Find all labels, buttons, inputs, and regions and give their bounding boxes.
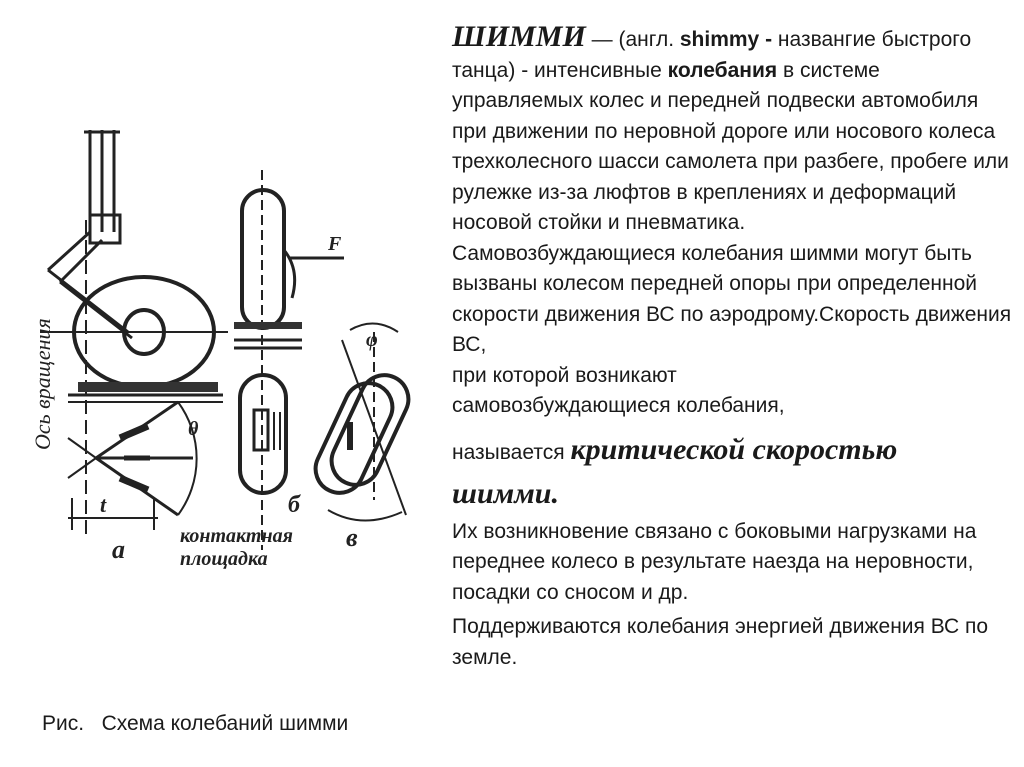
definition-text [452,22,1012,673]
rotation-axis-label: Ось вращения [30,318,55,450]
label-f: F [328,233,342,255]
label-a: а [112,535,125,564]
para2-line2: при которой возникают [452,363,677,387]
contact-patch-label-2: площадка [180,548,268,570]
critical-term-line2 [452,472,1012,517]
figure-caption: Рис. Схема колебаний шимми [42,712,349,735]
para2-line1: Самовозбуждающиеся колебания шимми могут быть вызваны колесом передней опоры при определенной скорости движения ВС по аэродрому.Скорость движения ВС, [452,241,1012,356]
label-theta: θ [188,418,199,440]
critical-term-2: шимми. [452,476,559,510]
bold-word: колебания [667,58,778,82]
paragraph-origin: Их возникновение связано с боковыми нагрузками на переднее колесо в результате наезда на неровности, посадки со сносом и др. [452,519,977,604]
label-phi: φ [366,329,378,351]
title-term: ШИММИ [452,20,586,53]
para2-line3: самовозбуждающиеся колебания, [452,394,785,417]
label-b: б [288,492,300,518]
paragraph-critical-speed [452,428,1012,472]
shimmy-scheme-drawing [28,120,448,590]
para1-rest: в системе управляемых колес и передней подвески автомобиля при движении по неровной дороге или носового колеса трехколесного шасси самолета при разбеге, пробеге или рулежке из-за люфтов в креплениях и деформаций носовой стойки и пневматика. [452,58,1009,234]
contact-patch-label-1: контактная [180,525,293,547]
label-t: t [100,492,107,517]
label-v: в [346,523,358,552]
shimmy-scheme-figure [28,120,448,590]
title-rest-1: — (англ. [585,28,680,51]
paragraph-definition [452,22,1012,239]
paragraph-sustain: Поддерживаются колебания энергией движения ВС по земле. [452,615,989,669]
title-rest-2: названгие быстрого танца) - интенсивные [452,28,972,82]
critical-speed-term: критической скоростью [570,432,898,466]
english-term: shimmy - [679,28,773,51]
paragraph-self-excitation [452,239,1012,361]
called-text: называется [452,440,571,464]
